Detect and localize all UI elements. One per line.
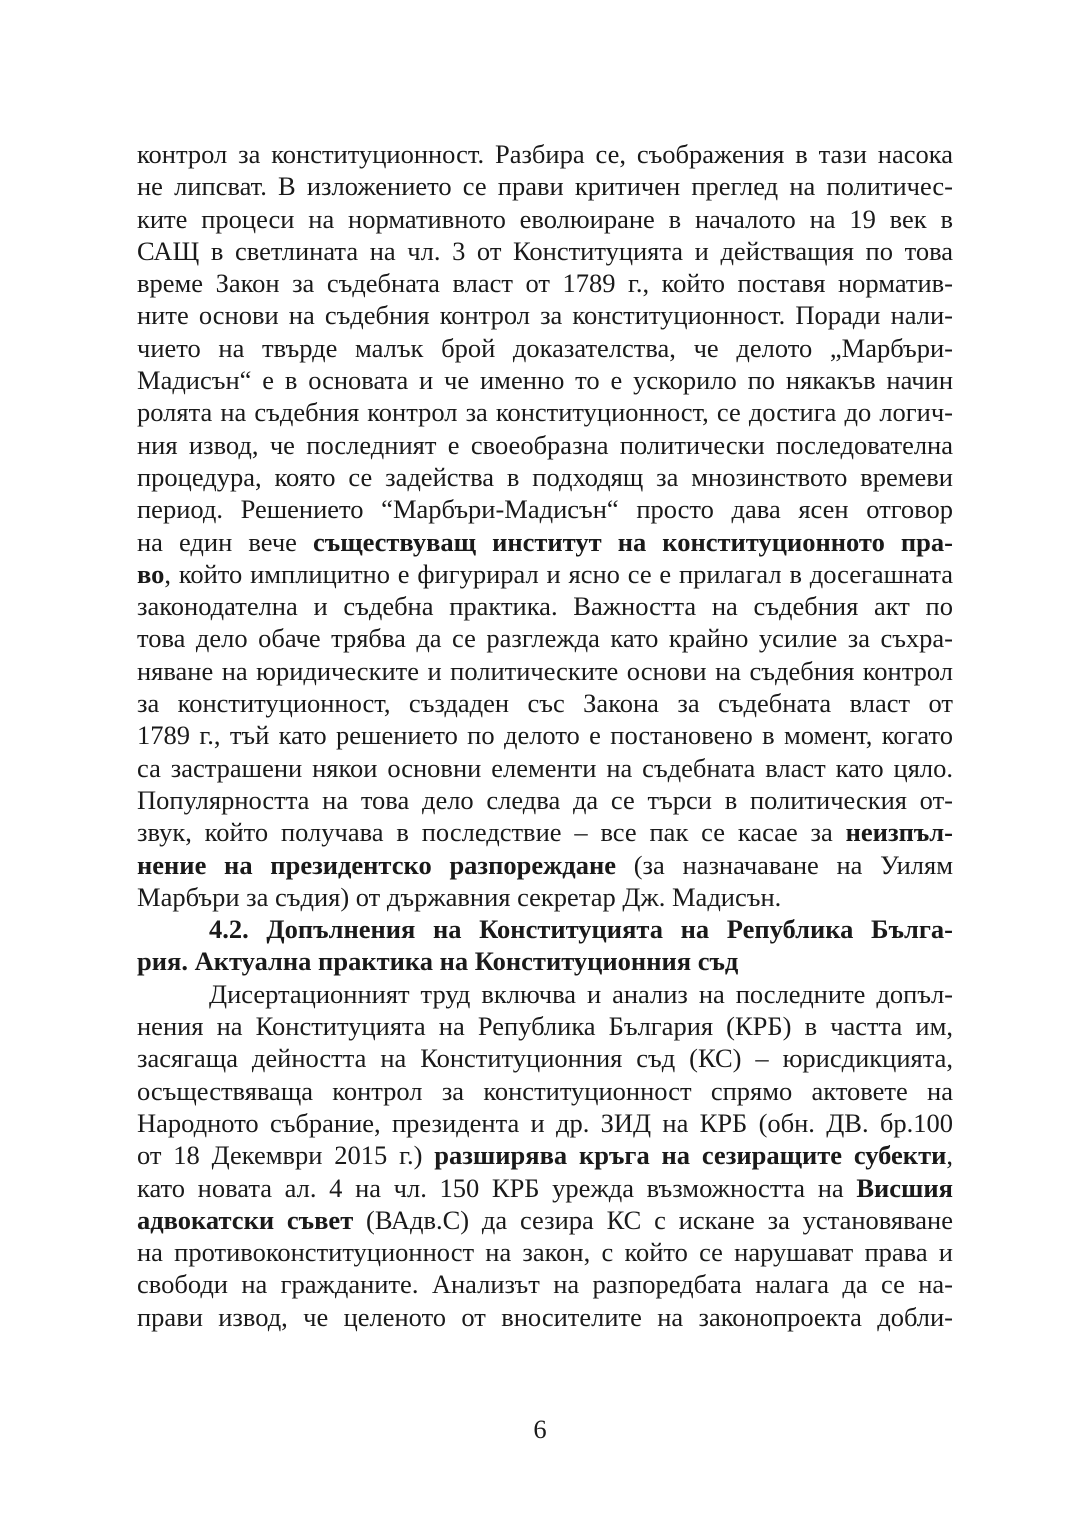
paragraph-1-line bbox=[137, 784, 953, 816]
paragraph-1-line bbox=[137, 364, 953, 396]
bold-text: во bbox=[137, 558, 165, 589]
text-run: Народното събрание, президента и др. ЗИД на КРБ (обн. ДВ. бр.100 bbox=[137, 1107, 953, 1138]
bold-text: разширява кръга на сезиращите субекти bbox=[434, 1140, 947, 1171]
section-heading bbox=[137, 913, 953, 978]
paragraph-1-line bbox=[137, 396, 953, 428]
paragraph-2-line bbox=[137, 1010, 953, 1042]
paragraph-1 bbox=[137, 138, 953, 913]
paragraph-1-line bbox=[137, 849, 953, 881]
paragraph-1-line bbox=[137, 235, 953, 267]
paragraph-2-line bbox=[137, 1204, 953, 1236]
text-run: засягаща дейността на Конституционния съд (КС) – юрисдикцията, bbox=[137, 1043, 953, 1074]
text-run: Марбъри за съдия) от държавния секретар Дж. Мадисън. bbox=[137, 881, 782, 912]
text-run: свободи на гражданите. Анализът на разпоредбата налага да се на- bbox=[137, 1269, 953, 1300]
paragraph-1-line bbox=[137, 203, 953, 235]
text-run: САЩ в светлината на чл. 3 от Конституцията и действащия по това bbox=[137, 235, 953, 266]
text-run: ните основи на съдебния контрол за конституционност. Поради нали- bbox=[137, 300, 953, 331]
text-run: контрол за конституционност. Разбира се, съображения в тази насока bbox=[137, 139, 953, 169]
paragraph-2 bbox=[137, 978, 953, 1333]
text-run: (ВАдв.С) да сезира КС с искане за установяване bbox=[353, 1204, 953, 1235]
paragraph-1-line bbox=[137, 590, 953, 622]
text-run: ролята на съдебния контрол за конституционност, се достига до логич- bbox=[137, 397, 953, 428]
paragraph-1-line bbox=[137, 461, 953, 493]
text-run: осъществяваща контрол за конституционност спрямо актовете на bbox=[137, 1075, 953, 1106]
text-run: процедура, която се задейства в подходящ за мнозинството времеви bbox=[137, 461, 953, 492]
text-run: Мадисън“ е в основата и че именно то е ускорило по някакъв начин bbox=[137, 365, 953, 396]
bold-text: неизпъл- bbox=[845, 817, 953, 848]
paragraph-2-line bbox=[137, 978, 953, 1010]
paragraph-1-line bbox=[137, 170, 953, 202]
paragraph-1-line bbox=[137, 526, 953, 558]
paragraph-1-line bbox=[137, 429, 953, 461]
text-run: като новата ал. 4 на чл. 150 КРБ урежда възможността на bbox=[137, 1172, 857, 1203]
text-run: ките процеси на нормативното еволюиране в началото на 19 век в bbox=[137, 203, 953, 234]
paragraph-2-line bbox=[137, 1075, 953, 1107]
paragraph-1-line bbox=[137, 493, 953, 525]
paragraph-1-line bbox=[137, 332, 953, 364]
bold-text: адвокатски съвет bbox=[137, 1204, 354, 1235]
text-run: Популярността на това дело следва да се търси в политическия от- bbox=[137, 784, 953, 815]
text-run: , bbox=[946, 1140, 953, 1171]
text-run: (за назначаване на Уилям bbox=[616, 849, 953, 880]
text-run: Дисертационният труд включва и анализ на последните допъл- bbox=[209, 978, 953, 1009]
paragraph-2-line bbox=[137, 1172, 953, 1204]
paragraph-2-line bbox=[137, 1107, 953, 1139]
page-number: 6 bbox=[533, 1414, 547, 1444]
text-run: законодателна и съдебна практика. Важността на съдебния акт по bbox=[137, 591, 953, 622]
text-run: период. Решението “Марбъри-Мадисън“ просто дава ясен отговор bbox=[137, 494, 953, 525]
section-heading-line: 4.2. Допълнения на Конституцията на Република Бълга- bbox=[209, 914, 953, 945]
text-run: на противоконституционност на закон, с който се нарушават права и bbox=[137, 1237, 953, 1268]
paragraph-1-line bbox=[137, 752, 953, 784]
paragraph-1-line bbox=[137, 622, 953, 654]
text-run: ния извод, че последният е своеобразна политически последователна bbox=[137, 429, 953, 460]
text-run: на един вече bbox=[137, 526, 313, 557]
bold-text: съществуващ институт на конституционното пра- bbox=[312, 526, 953, 557]
paragraph-1-line bbox=[137, 881, 953, 913]
paragraph-2-line bbox=[137, 1236, 953, 1268]
text-run: от 18 Декември 2015 г.) bbox=[137, 1140, 435, 1171]
text-run: 1789 г., тъй като решението по делото е постановено в момент, когато bbox=[137, 720, 953, 751]
paragraph-1-line bbox=[137, 267, 953, 299]
text-run: звук, който получава в последствие – все пак се касае за bbox=[137, 817, 846, 848]
text-run: чието на твърде малък брой доказателства, че делото „Марбъри- bbox=[137, 332, 953, 363]
paragraph-1-line bbox=[137, 687, 953, 719]
text-run: за конституционност, създаден със Закона за съдебната власт от bbox=[137, 688, 953, 719]
paragraph-2-line bbox=[137, 1301, 953, 1333]
text-run: са застрашени някои основни елементи на съдебната власт като цяло. bbox=[137, 752, 953, 783]
text-run: време Закон за съдебната власт от 1789 г., който поставя норматив- bbox=[137, 268, 953, 299]
paragraph-1-line bbox=[137, 138, 953, 170]
text-run: това дело обаче трябва да се разглежда като крайно усилие за съхра- bbox=[137, 623, 953, 654]
section-heading-line: рия. Актуална практика на Конституционния съд bbox=[137, 946, 739, 977]
text-run: прави извод, че целеното от вносителите на законопроекта добли- bbox=[137, 1301, 953, 1332]
text-run: не липсват. В изложението се прави критичен преглед на политичес- bbox=[137, 171, 953, 202]
paragraph-1-line bbox=[137, 816, 953, 848]
text-run: няване на юридическите и политическите основи на съдебния контрол bbox=[137, 655, 953, 686]
page-content bbox=[137, 138, 953, 1333]
paragraph-1-line bbox=[137, 655, 953, 687]
paragraph-2-line bbox=[137, 1042, 953, 1074]
paragraph-1-line bbox=[137, 558, 953, 590]
bold-text: Висшия bbox=[856, 1172, 953, 1203]
paragraph-2-line bbox=[137, 1268, 953, 1300]
text-run: нения на Конституцията на Република България (КРБ) в частта им, bbox=[137, 1011, 953, 1042]
paragraph-1-line bbox=[137, 719, 953, 751]
paragraph-1-line bbox=[137, 299, 953, 331]
bold-text: нение на президентско разпореждане bbox=[137, 849, 616, 880]
text-run: , който имплицитно е фигурирал и ясно се е прилагал в досегашната bbox=[164, 558, 953, 589]
paragraph-2-line bbox=[137, 1139, 953, 1171]
